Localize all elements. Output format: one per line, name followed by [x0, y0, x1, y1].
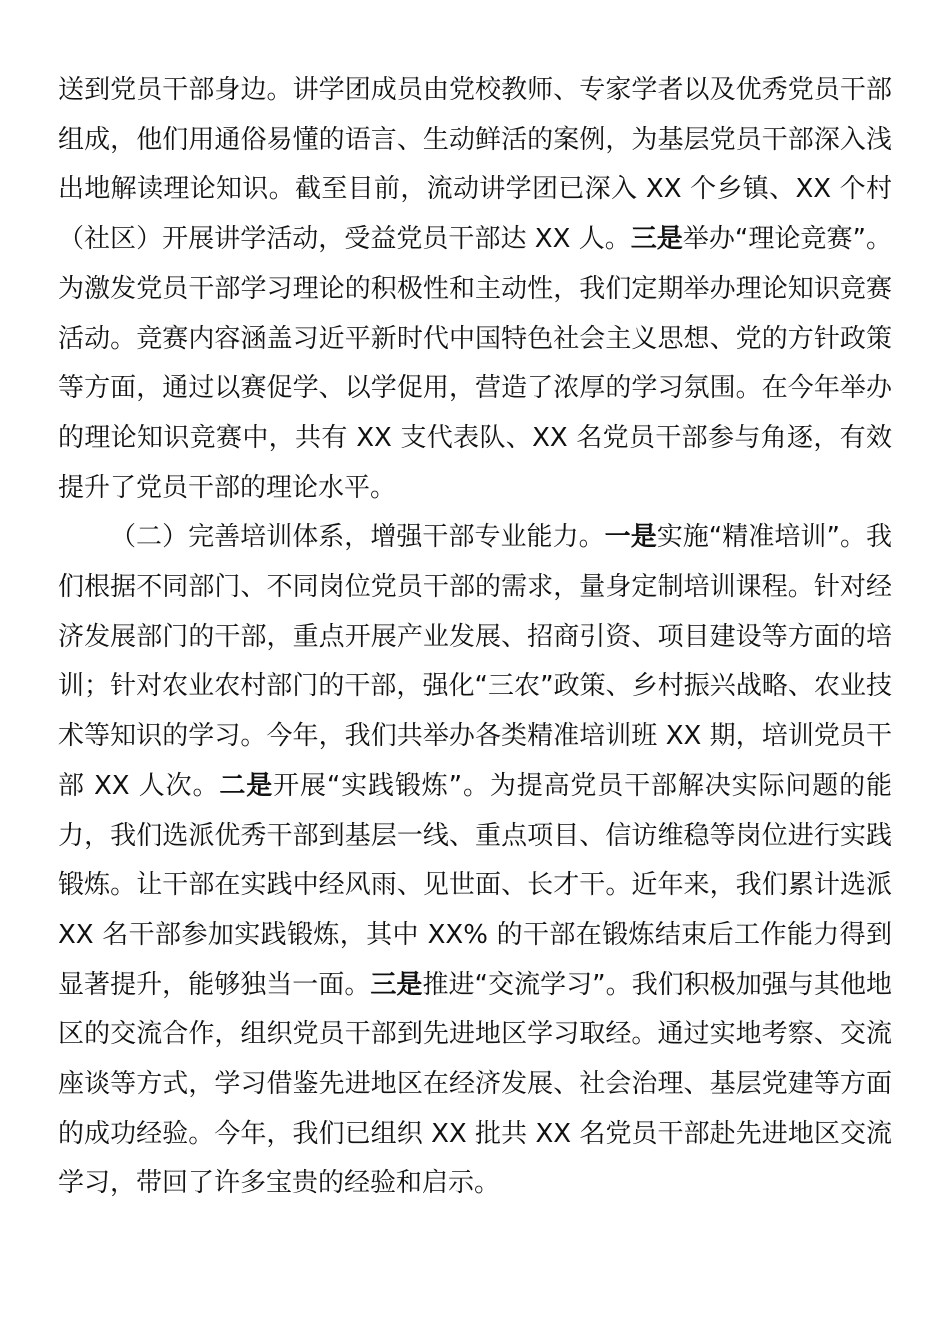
paragraph-text: 举办“理论竞赛”。为激发党员干部学习理论的积极性和主动性，我们定期举办理论知识竞赛活动。竞赛内容涵盖习近平新时代中国特色社会主义思想、党的方针政策等方面，通过以赛促学、以学促用，营造了浓厚的学习氛围。在今年举办的理论知识竞赛中，共有 XX 支代表队、XX 名党员干部参与角逐，有效提升了党员干部的理论水平。: [58, 224, 892, 503]
bold-keyword: 三是: [630, 224, 683, 255]
section-heading: （二）完善培训体系，增强干部专业能力。: [110, 522, 605, 553]
paragraph-text: 推进“交流学习”。我们积极加强与其他地区的交流合作，组织党员干部到先进地区学习取经。通过实地考察、交流座谈等方式，学习借鉴先进地区在经济发展、社会治理、基层党建等方面的成功经验。今年，我们已组织 XX 批共 XX 名党员干部赴先进地区交流学习，带回了许多宝贵的经验和启示。: [58, 969, 892, 1199]
paragraph-text: 送到党员干部身边。讲学团成员由党校教师、专家学者以及优秀党员干部组成，他们用通俗易懂的语言、生动鲜活的案例，为基层党员干部深入浅出地解读理论知识。截至目前，流动讲学团已深入 XX 个乡镇、XX 个村（社区）开展讲学活动，受益党员干部达 XX 人。: [58, 75, 892, 255]
bold-keyword: 三是: [370, 969, 423, 1000]
paragraph-theory-study: [58, 66, 892, 513]
paragraph-training-system: [58, 513, 892, 1209]
bold-keyword: 一是: [604, 522, 657, 553]
paragraph-text: 实施“精准培训”。我们根据不同部门、不同岗位党员干部的需求，量身定制培训课程。针对经济发展部门的干部，重点开展产业发展、招商引资、项目建设等方面的培训；针对农业农村部门的干部，强化“三农”政策、乡村振兴战略、农业技术等知识的学习。今年，我们共举办各类精准培训班 XX 期，培训党员干部 XX 人次。: [58, 522, 892, 801]
bold-keyword: 二是: [219, 770, 274, 801]
paragraph-text: 开展“实践锻炼”。为提高党员干部解决实际问题的能力，我们选派优秀干部到基层一线、重点项目、信访维稳等岗位进行实践锻炼。让干部在实践中经风雨、见世面、长才干。近年来，我们累计选派 XX 名干部参加实践锻炼，其中 XX% 的干部在锻炼结束后工作能力得到显著提升，能够独当一面。: [58, 770, 892, 1000]
document-page: [58, 66, 892, 1209]
